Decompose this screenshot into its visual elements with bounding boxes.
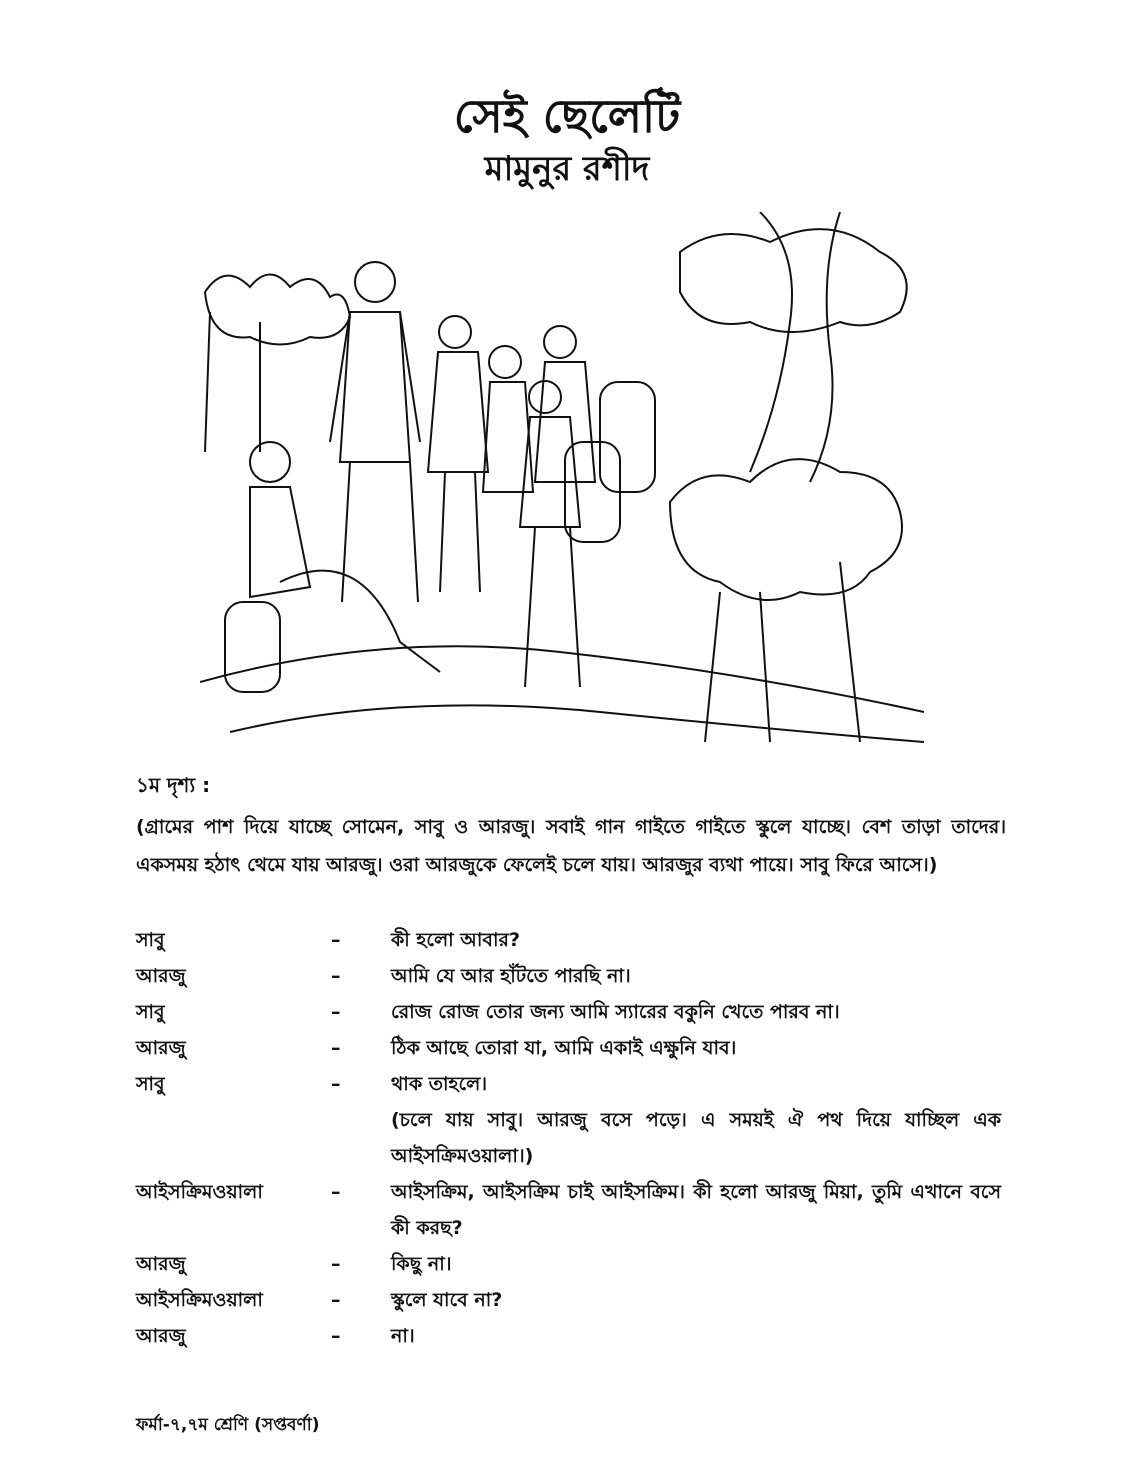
dialogue-row	[136, 1066, 1006, 1102]
dialogue-line: (চলে যায় সাবু। আরজু বসে পড়ে। এ সময়ই ঐ পথ দিয়ে যাচ্ছিল এক আইসক্রিমওয়ালা।)	[391, 1109, 1001, 1167]
speaker-name: সাবু	[136, 1001, 165, 1023]
dialogue-row	[136, 922, 1006, 958]
author-name: মামুনুর রশীদ	[484, 149, 650, 189]
dialogue-line: না।	[391, 1325, 415, 1347]
page-footer: ফর্মা-৭,৭ম শ্রেণি (সপ্তবর্ণা)	[136, 1415, 320, 1435]
dialogue-line: আইসক্রিম, আইসক্রিম চাই আইসক্রিম। কী হলো আরজু মিয়া, তুমি এখানে বসে কী করছ?	[391, 1181, 1001, 1239]
dialogue-line: আমি যে আর হাঁটতে পারছি না।	[391, 965, 631, 987]
dialogue-dash: –	[331, 1037, 341, 1059]
dialogue-line: কী হলো আবার?	[391, 929, 520, 951]
page-title: সেই ছেলেটি	[453, 89, 681, 143]
dialogue-line: থাক তাহলে।	[391, 1073, 488, 1095]
speaker-name: আরজু	[136, 965, 186, 987]
dialogue-dash: –	[331, 1073, 341, 1095]
speaker-name: আইসক্রিমওয়ালা	[136, 1181, 263, 1203]
dialogue-dash: –	[331, 965, 341, 987]
dialogue-dash: –	[331, 1325, 341, 1347]
illustration-children-on-path	[200, 212, 924, 752]
dialogue-line: ঠিক আছে তোরা যা, আমি একাই এক্ষুনি যাব।	[391, 1037, 737, 1059]
dialogue-row	[136, 958, 1006, 994]
dialogue-dash: –	[331, 1253, 341, 1275]
dialogue-row	[136, 1102, 1006, 1174]
dialogue-dash: –	[331, 1001, 341, 1023]
speaker-name: আরজু	[136, 1037, 186, 1059]
stage-direction: (গ্রামের পাশ দিয়ে যাচ্ছে সোমেন, সাবু ও আরজু। সবাই গান গাইতে গাইতে স্কুলে যাচ্ছে। বেশ তাড়া তাদের। একসময় হঠাৎ থেমে যায় আরজু। ওরা আরজুকে ফেলেই চলে যায়। আরজুর ব্যথা পায়ে। সাবু ফিরে আসে।)	[136, 816, 1006, 876]
dialogue-row	[136, 1174, 1006, 1246]
scene-heading: ১ম দৃশ্য :	[136, 773, 211, 797]
dialogue-list	[136, 922, 1006, 1354]
dialogue-row	[136, 1246, 1006, 1282]
dialogue-dash: –	[331, 1181, 341, 1203]
speaker-name: আরজু	[136, 1325, 186, 1347]
dialogue-row	[136, 1030, 1006, 1066]
speaker-name: আইসক্রিমওয়ালা	[136, 1289, 263, 1311]
speaker-name: সাবু	[136, 1073, 165, 1095]
dialogue-row	[136, 994, 1006, 1030]
dialogue-line: স্কুলে যাবে না?	[391, 1289, 503, 1311]
speaker-name: সাবু	[136, 929, 165, 951]
dialogue-dash: –	[331, 1289, 341, 1311]
dialogue-line: কিছু না।	[391, 1253, 452, 1275]
dialogue-row	[136, 1318, 1006, 1354]
speaker-name: আরজু	[136, 1253, 186, 1275]
dialogue-dash: –	[331, 929, 341, 951]
dialogue-row	[136, 1282, 1006, 1318]
dialogue-line: রোজ রোজ তোর জন্য আমি স্যারের বকুনি খেতে পারব না।	[391, 1001, 840, 1023]
